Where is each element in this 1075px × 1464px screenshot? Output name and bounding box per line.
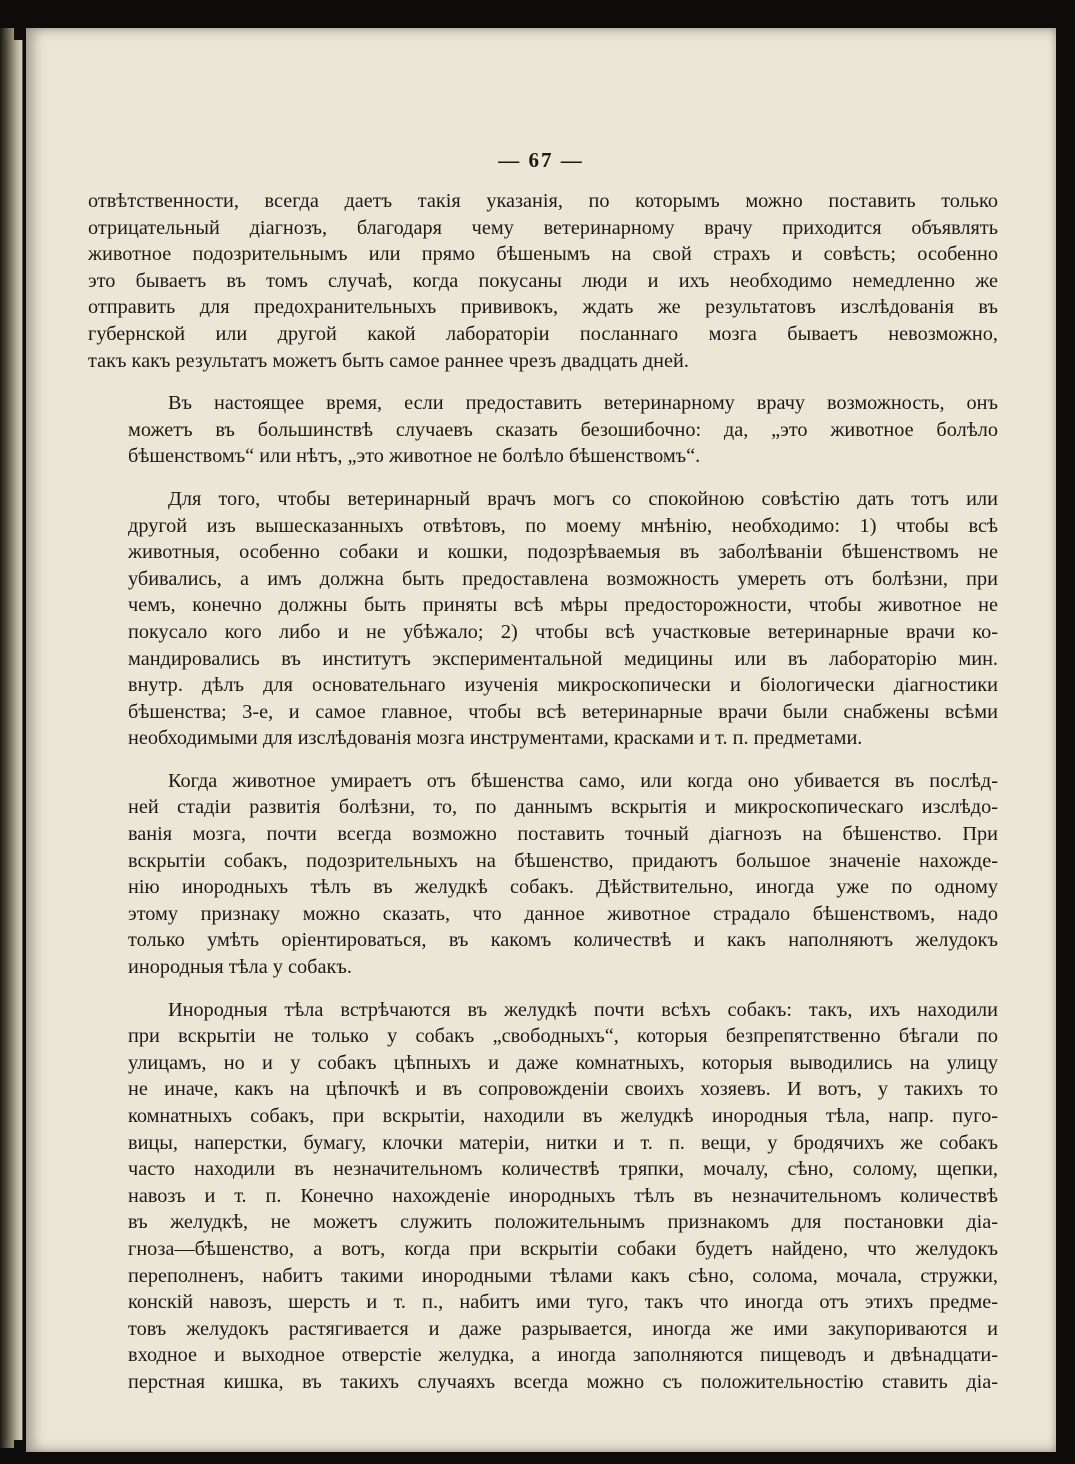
text-line: комнатныхъ собакъ, при вскрытіи, находили въ желудкѣ инородныя тѣла, напр. пуго-: [128, 1105, 998, 1127]
text-line: только умѣть оріентироваться, въ какомъ количествѣ и какъ наполняютъ желудокъ: [128, 929, 998, 952]
text-line: улицамъ, но и у собакъ цѣпныхъ и даже комнатныхъ, которыя выводились на улицу: [128, 1051, 998, 1074]
paragraph-4: [88, 768, 998, 981]
text-line: ней стадіи развитія болѣзни, то, по даннымъ вскрытія и микроскопическаго изслѣдо-: [128, 796, 998, 819]
text-line: бѣшенствомъ“ или нѣтъ, „это животное не болѣло бѣшенствомъ“.: [128, 445, 701, 468]
text-line: Въ настоящее время, если предоставить ветеринарному врачу возможность, онъ: [168, 392, 998, 415]
paragraph-5: [88, 997, 998, 1396]
text-line: въ желудкѣ, не можетъ служить положительнымъ признакомъ для постановки діа-: [128, 1211, 998, 1234]
text-line: животное подозрительнымъ или прямо бѣшенымъ на свой страхъ и совѣсть; особенно: [88, 243, 998, 266]
text-line: убивались, а имъ должна быть предоставлена возможность умереть отъ болѣзни, при: [128, 567, 998, 590]
previous-page-edge: [4, 40, 23, 1440]
text-line: губернской или другой какой лабораторіи посланнаго мозга бываетъ невозможно,: [88, 322, 998, 345]
text-line: конскій навозъ, шерсть и т. п., набитъ ими туго, такъ что иногда отъ этихъ предме-: [128, 1291, 998, 1314]
text-line: вскрытіи собакъ, подозрительныхъ на бѣшенство, придаютъ большое значеніе нахожде-: [128, 849, 998, 872]
text-line: при вскрытіи не только у собакъ „свободныхъ“, которыя безпрепятственно бѣгали по: [128, 1025, 998, 1048]
text-line: переполненъ, набитъ такими инородными тѣлами какъ сѣно, солома, мочала, стружки,: [128, 1264, 998, 1287]
text-line: необходимыми для изслѣдованія мозга инструментами, красками и т. п. предметами.: [128, 727, 863, 750]
text-line: Инородныя тѣла встрѣчаются въ желудкѣ почти всѣхъ собакъ: такъ, ихъ находили: [168, 998, 998, 1021]
text-line: Для того, чтобы ветеринарный врачъ могъ со спокойною совѣстію дать тотъ или: [168, 487, 998, 510]
text-line: ванія мозга, почти всегда возможно поставить точный діагнозъ на бѣшенство. При: [128, 823, 998, 846]
paragraph-2: [88, 390, 998, 470]
text-line: отрицательный діагнозъ, благодаря чему ветеринарному врачу приходится объявлять: [88, 216, 998, 239]
text-line: мандировались въ институтъ экспериментальной медицины или въ лабораторію мин.: [128, 647, 998, 670]
text-line: инородныя тѣла у собакъ.: [128, 956, 352, 979]
text-line: животныя, особенно собаки и кошки, подозрѣваемыя въ заболѣваніи бѣшенствомъ не: [128, 541, 998, 564]
text-line: другой изъ вышесказанныхъ отвѣтовъ, по моему мнѣнію, необходимо: 1) чтобы всѣ: [128, 514, 998, 537]
body-text: [88, 188, 998, 1412]
text-line: это бываетъ въ томъ случаѣ, когда покусаны люди и ихъ необходимо немедленно же: [88, 269, 998, 292]
text-line: чемъ, конечно должны быть приняты всѣ мѣры предосторожности, чтобы животное не: [128, 594, 998, 617]
text-line: входное и выходное отверстіе желудка, а иногда заполняются пищеводъ и двѣнадцати-: [128, 1344, 998, 1367]
paragraph-1: [88, 188, 998, 374]
text-line: бѣшенства; 3-е, и самое главное, чтобы всѣ ветеринарные врачи были снабжены всѣми: [128, 700, 998, 723]
text-line: такъ какъ результатъ можетъ быть самое раннее чрезъ двадцать дней.: [88, 349, 689, 372]
text-line: нію инородныхъ тѣлъ въ желудкѣ собакъ. Дѣйствительно, иногда уже по одному: [128, 876, 998, 899]
text-line: вицы, наперстки, бумагу, клочки матеріи, нитки и т. п. вещи, у бродячихъ же собакъ: [128, 1131, 998, 1154]
scanned-page: [26, 28, 1056, 1452]
text-line: гноза—бѣшенство, а вотъ, когда при вскрытіи собаки будетъ найдено, что желудокъ: [128, 1237, 998, 1260]
text-line: отправить для предохранительныхъ прививокъ, ждать же результатовъ изслѣдованія въ: [88, 296, 998, 319]
text-line: перстная кишка, въ такихъ случаяхъ всегда можно съ положительностію ставить діа-: [128, 1370, 998, 1393]
page-number: — 67 —: [498, 148, 584, 172]
paragraph-3: [88, 486, 998, 752]
text-line: навозъ и т. п. Конечно нахожденіе инородныхъ тѣлъ въ незначительномъ количествѣ: [128, 1184, 998, 1207]
text-line: внутр. дѣлъ для основательнаго изученія микроскопически и біологически діагностики: [128, 674, 998, 697]
text-line: товъ желудокъ растягивается и даже разрывается, иногда же ими закупориваются и: [128, 1317, 998, 1340]
text-line: отвѣтственности, всегда даетъ такія указанія, по которымъ можно поставить только: [88, 190, 998, 212]
text-line: покусало кого либо и не убѣжало; 2) чтобы всѣ участковые ветеринарные врачи ко-: [128, 620, 998, 643]
text-line: не иначе, какъ на цѣпочкѣ и въ сопровожденіи своихъ хозяевъ. И вотъ, у такихъ то: [128, 1078, 998, 1101]
text-line: Когда животное умираетъ отъ бѣшенства само, или когда оно убивается въ послѣд-: [168, 769, 998, 792]
text-line: можетъ въ большинствѣ случаевъ сказать безошибочно: да, „это животное болѣло: [128, 418, 998, 441]
text-line: часто находили въ незначительномъ количествѣ тряпки, мочалу, сѣно, солому, щепки,: [128, 1158, 998, 1181]
text-line: этому признаку можно сказать, что данное животное страдало бѣшенствомъ, надо: [128, 902, 998, 925]
